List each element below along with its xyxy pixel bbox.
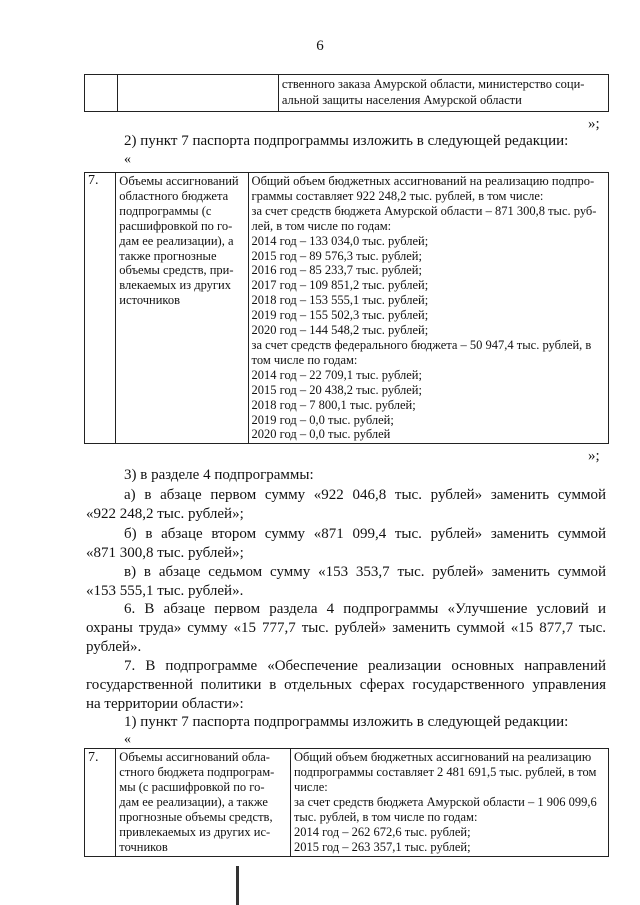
- label-line: влекаемых из других: [119, 278, 231, 293]
- passport-table-2: [84, 748, 609, 857]
- content-line: том числе по годам:: [251, 352, 358, 367]
- content-line: 2018 год – 7 800,1 тыс. рублей;: [251, 397, 416, 412]
- content-line: Общий объем бюджетных ассигнований на реализацию: [293, 750, 592, 764]
- content-line: граммы составляет 922 248,2 тыс. рублей, в том числе:: [251, 188, 544, 203]
- label-line: объемы средств, при-: [119, 263, 234, 278]
- label-line: Объемы ассигнований: [119, 174, 239, 188]
- label-line: прогнозные объемы средств,: [119, 810, 273, 824]
- label-line: дам ее реализации), а также: [119, 795, 268, 809]
- paragraph-6-line3: рублей».: [86, 639, 142, 655]
- content-line: 2020 год – 0,0 тыс. рублей: [251, 427, 391, 442]
- table-cell-content: [248, 173, 608, 444]
- content-line: за счет средств бюджета Амурской области – 871 300,8 тыс. руб-: [251, 203, 597, 218]
- content-line: Общий объем бюджетных ассигнований на реализацию подпро-: [251, 174, 595, 188]
- paragraph-7-item-1: 1) пункт 7 паспорта подпрограммы изложить в следующей редакции:: [124, 714, 569, 730]
- paragraph-7-line2: государственной политики в отдельных сферах государственного управления: [86, 677, 606, 693]
- table-continuation: [84, 74, 609, 112]
- scan-artifact-mark: [236, 866, 239, 905]
- table-line: ственного заказа Амурской области, министерство соци-: [281, 77, 585, 91]
- content-line: подпрограммы составляет 2 481 691,5 тыс. рублей, в том: [293, 765, 597, 779]
- closing-quote: »;: [588, 448, 600, 464]
- page-number: 6: [316, 38, 324, 54]
- label-line: привлекаемых из других ис-: [119, 825, 271, 839]
- label-line: точников: [119, 840, 168, 854]
- content-line: за счет средств бюджета Амурской области – 1 906 099,6: [293, 795, 597, 809]
- paragraph-b-line1: б) в абзаце втором сумму «871 099,4 тыс. рублей» заменить суммой: [124, 526, 606, 542]
- opening-quote: «: [124, 152, 131, 167]
- table-cell-label: [116, 173, 248, 444]
- content-line: 2017 год – 109 851,2 тыс. рублей;: [251, 278, 429, 293]
- table-cell-label: [116, 749, 291, 857]
- content-line: 2014 год – 22 709,1 тыс. рублей;: [251, 367, 422, 382]
- table-line: альной защиты населения Амурской области: [281, 93, 522, 107]
- content-line: лей, в том числе по годам:: [251, 218, 392, 233]
- paragraph-6-line1: 6. В абзаце первом раздела 4 подпрограммы «Улучшение условий и: [124, 601, 606, 617]
- content-line: тыс. рублей, в том числе по годам:: [293, 810, 478, 824]
- paragraph-v-line2: «153 555,1 тыс. рублей».: [86, 583, 244, 599]
- content-line: за счет средств федерального бюджета – 50 947,4 тыс. рублей, в: [251, 337, 592, 352]
- paragraph-a-line2: «922 248,2 тыс. рублей»;: [86, 506, 244, 522]
- content-line: 2019 год – 155 502,3 тыс. рублей;: [251, 308, 429, 323]
- paragraph-item-3: 3) в разделе 4 подпрограммы:: [124, 467, 314, 483]
- content-line: 2014 год – 262 672,6 тыс. рублей;: [293, 825, 471, 839]
- paragraph-item-2: 2) пункт 7 паспорта подпрограммы изложить в следующей редакции:: [124, 133, 569, 149]
- label-line: источников: [119, 293, 181, 308]
- content-line: 2020 год – 144 548,2 тыс. рублей;: [251, 323, 429, 338]
- table-cell-empty-label: [118, 75, 279, 112]
- content-line: 2018 год – 153 555,1 тыс. рублей;: [251, 293, 429, 308]
- content-line: 2014 год – 133 034,0 тыс. рублей;: [251, 233, 429, 248]
- paragraph-7-line1: 7. В подпрограмме «Обеспечение реализации основных направлений: [124, 658, 606, 674]
- table-cell-empty-num: [85, 75, 118, 112]
- label-line: расшифровкой по го-: [119, 218, 233, 233]
- paragraph-6-line2: охраны труда» сумму «15 777,7 тыс. рублей» заменить суммой «15 877,7 тыс.: [86, 620, 606, 636]
- label-line: подпрограммы (с: [119, 203, 212, 218]
- opening-quote: «: [124, 732, 131, 747]
- label-line: также прогнозные: [119, 248, 217, 263]
- content-line: 2016 год – 85 233,7 тыс. рублей;: [251, 263, 422, 278]
- paragraph-v-line1: в) в абзаце седьмом сумму «153 353,7 тыс. рублей» заменить суммой: [124, 564, 606, 580]
- table-row-number: 7.: [85, 173, 116, 444]
- content-line: 2015 год – 263 357,1 тыс. рублей;: [293, 840, 471, 854]
- label-line: Объемы ассигнований обла-: [119, 750, 270, 764]
- content-line: 2019 год – 0,0 тыс. рублей;: [251, 412, 394, 427]
- table-row-number: 7.: [85, 749, 116, 857]
- label-line: мы (с расшифровкой по го-: [119, 780, 265, 794]
- content-line: 2015 год – 20 438,2 тыс. рублей;: [251, 382, 422, 397]
- table-cell-content: [290, 749, 608, 857]
- content-line: 2015 год – 89 576,3 тыс. рублей;: [251, 248, 422, 263]
- paragraph-7-line3: на территории области»:: [86, 696, 244, 712]
- label-line: областного бюджета: [119, 188, 229, 203]
- paragraph-a-line1: а) в абзаце первом сумму «922 046,8 тыс. рублей» заменить суммой: [124, 487, 606, 503]
- content-line: числе:: [293, 780, 328, 794]
- label-line: дам ее реализации), а: [119, 233, 234, 248]
- closing-quote: »;: [588, 116, 600, 132]
- table-cell-content: [278, 75, 608, 112]
- passport-table-1: [84, 172, 609, 444]
- paragraph-b-line2: «871 300,8 тыс. рублей»;: [86, 545, 244, 561]
- label-line: стного бюджета подпрограм-: [119, 765, 275, 779]
